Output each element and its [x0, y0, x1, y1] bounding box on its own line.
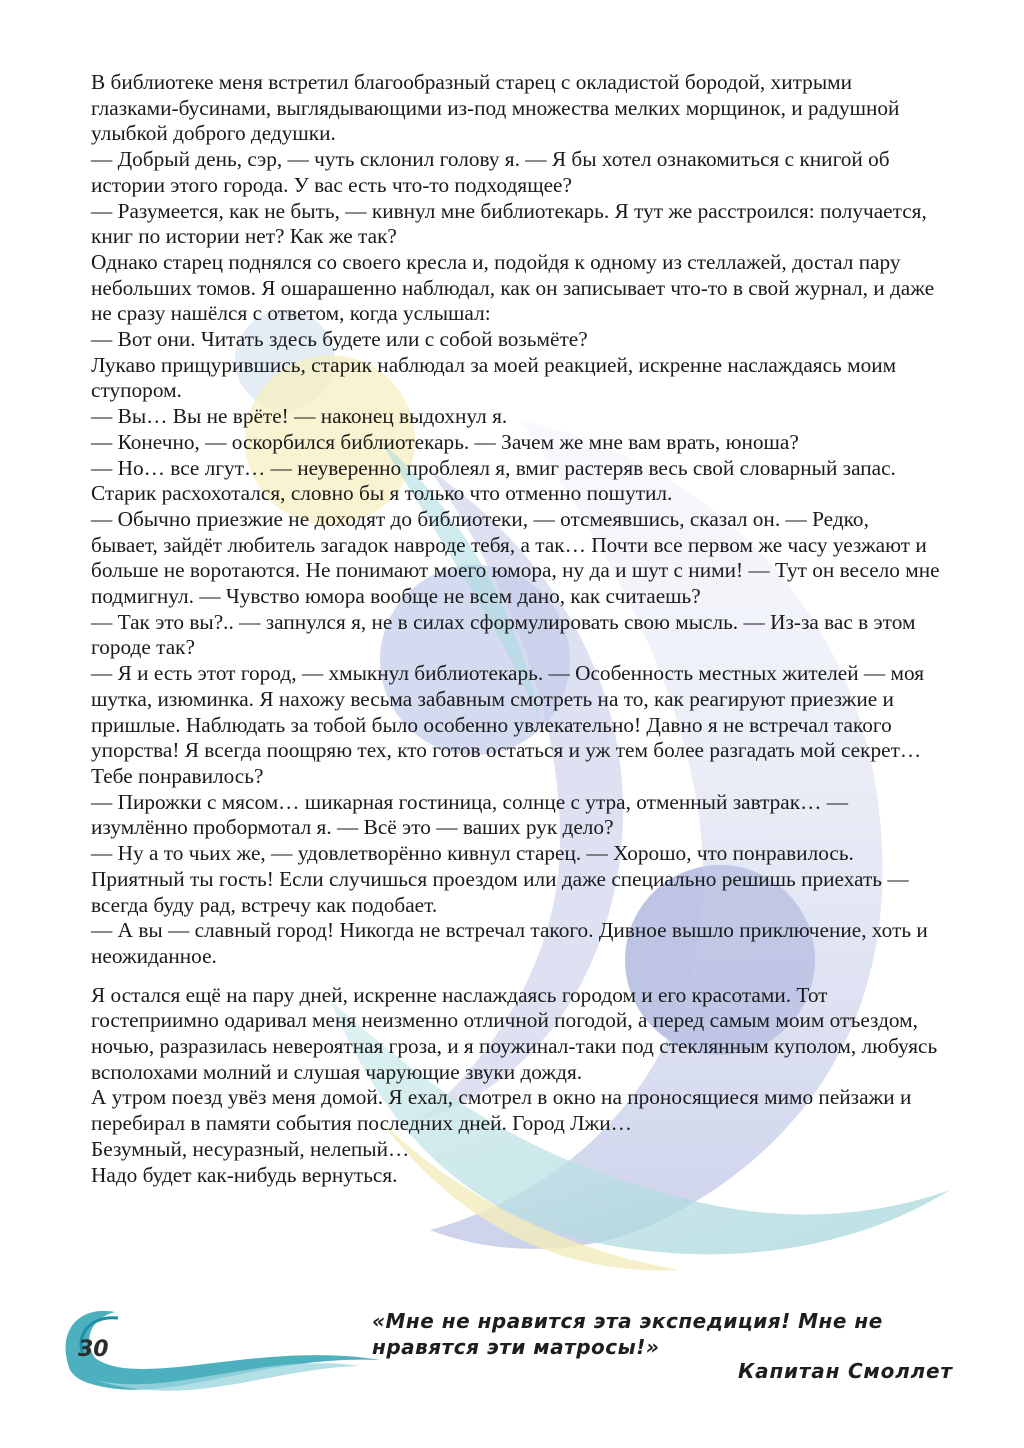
paragraph: — Добрый день, сэр, — чуть склонил голову я. — Я бы хотел ознакомиться с книгой об истории этого города. У вас есть что-то подходящее? — [91, 147, 890, 197]
paragraph: — Но… все лгут… — неуверенно проблеял я, вмиг растеряв весь свой словарный запас. — [91, 455, 896, 480]
epigraph-quote — [372, 1308, 972, 1360]
paragraph: — А вы — славный город! Никогда не встречал такого. Дивное вышло приключение, хоть и неожиданное. — [91, 918, 928, 968]
paragraph: Однако старец поднялся со своего кресла и, подойдя к одному из стеллажей, достал пару небольших томов. Я ошарашенно наблюдал, как он записывает что-то в свой журнал, и даже не сразу нашёлся с ответом, когда услышал: — [91, 249, 935, 326]
page-number: 30 — [78, 1337, 109, 1362]
paragraph: — Я и есть этот город, — хмыкнул библиотекарь. — Особенность местных жителей — моя шутка, изюминка. Я нахожу весьма забавным смотреть на то, как реагируют приезжие и пришлые. Наблюдать за тобой было особенно увлекательно! Давно я не встречал такого упорства! Я всегда поощряю тех, кто готов остаться и уж тем более разгадать мой секрет… Тебе понравилось? — [91, 661, 925, 788]
quote-author: Капитан Смоллет — [738, 1359, 953, 1383]
paragraph: — Вот они. Читать здесь будете или с собой возьмёте? — [91, 327, 588, 352]
paragraph: Надо будет как-нибудь вернуться. — [91, 1162, 398, 1187]
paragraph: Я остался ещё на пару дней, искренне наслаждаясь городом и его красотами. Тот гостеприимно одаривал меня неизменно отличной погодой, а перед самым моим отъездом, ночью, разразилась невероятная гроза, и я поужинал-таки под стеклянным куполом, любуясь всполохами молний и слушая чарующие звуки дождя. — [91, 982, 938, 1084]
paragraph: Старик расхохотался, словно бы я только что отменно пошутил. — [91, 481, 673, 506]
quote-line: «Мне не нравится эта экспедиция! Мне не — [372, 1309, 883, 1333]
paragraph: А утром поезд увёз меня домой. Я ехал, смотрел в окно на проносящиеся мимо пейзажи и перебирал в памяти события последних дней. Город Лжи… — [91, 1085, 912, 1136]
paragraph: — Разумеется, как не быть, — кивнул мне библиотекарь. Я тут же расстроился: получается, книг по истории нет? Как же так? — [91, 198, 927, 249]
paragraph: Безумный, несуразный, нелепый… — [91, 1136, 410, 1161]
article-body — [91, 70, 941, 1188]
paragraph: — Так это вы?.. — запнулся я, не в силах сформулировать свою мысль. — Из-за вас в этом городе так? — [91, 609, 916, 660]
paragraph: — Пирожки с мясом… шикарная гостиница, солнце с утра, отменный завтрак… — изумлённо пробормотал я. — Всё это — ваших рук дело? — [91, 789, 849, 840]
paragraph: — Ну а то чьих же, — удовлетворённо кивнул старец. — Хорошо, что понравилось. Приятный ты гость! Если случишься проездом или даже специально решишь приехать — всегда буду рад, встречу как подобает. — [91, 841, 909, 917]
paragraph: — Вы… Вы не врёте! — наконец выдохнул я. — [91, 404, 508, 429]
paragraph: Лукаво прищурившись, старик наблюдал за моей реакцией, искренне наслаждаясь моим ступором. — [91, 352, 897, 403]
paragraph: — Обычно приезжие не доходят до библиотеки, — отсмеявшись, сказал он. — Редко, бывает, зайдёт любитель загадок навроде тебя, а так… Почти все первом же часу уезжают и больше не воротаются. Не понимают моего юмора, ну да и шут с ними! — Тут он весело мне подмигнул. — Чувство юмора вообще не всем дано, как считаешь? — [91, 506, 940, 609]
paragraph: В библиотеке меня встретил благообразный старец с окладистой бородой, хитрыми глазками-бусинами, выглядывающими из-под множества мелких морщинок, и радушной улыбкой доброго дедушки. — [91, 70, 900, 146]
paragraph: — Конечно, — оскорбился библиотекарь. — Зачем же мне вам врать, юноша? — [91, 429, 799, 454]
quote-line: нравятся эти матросы!» — [372, 1335, 660, 1359]
